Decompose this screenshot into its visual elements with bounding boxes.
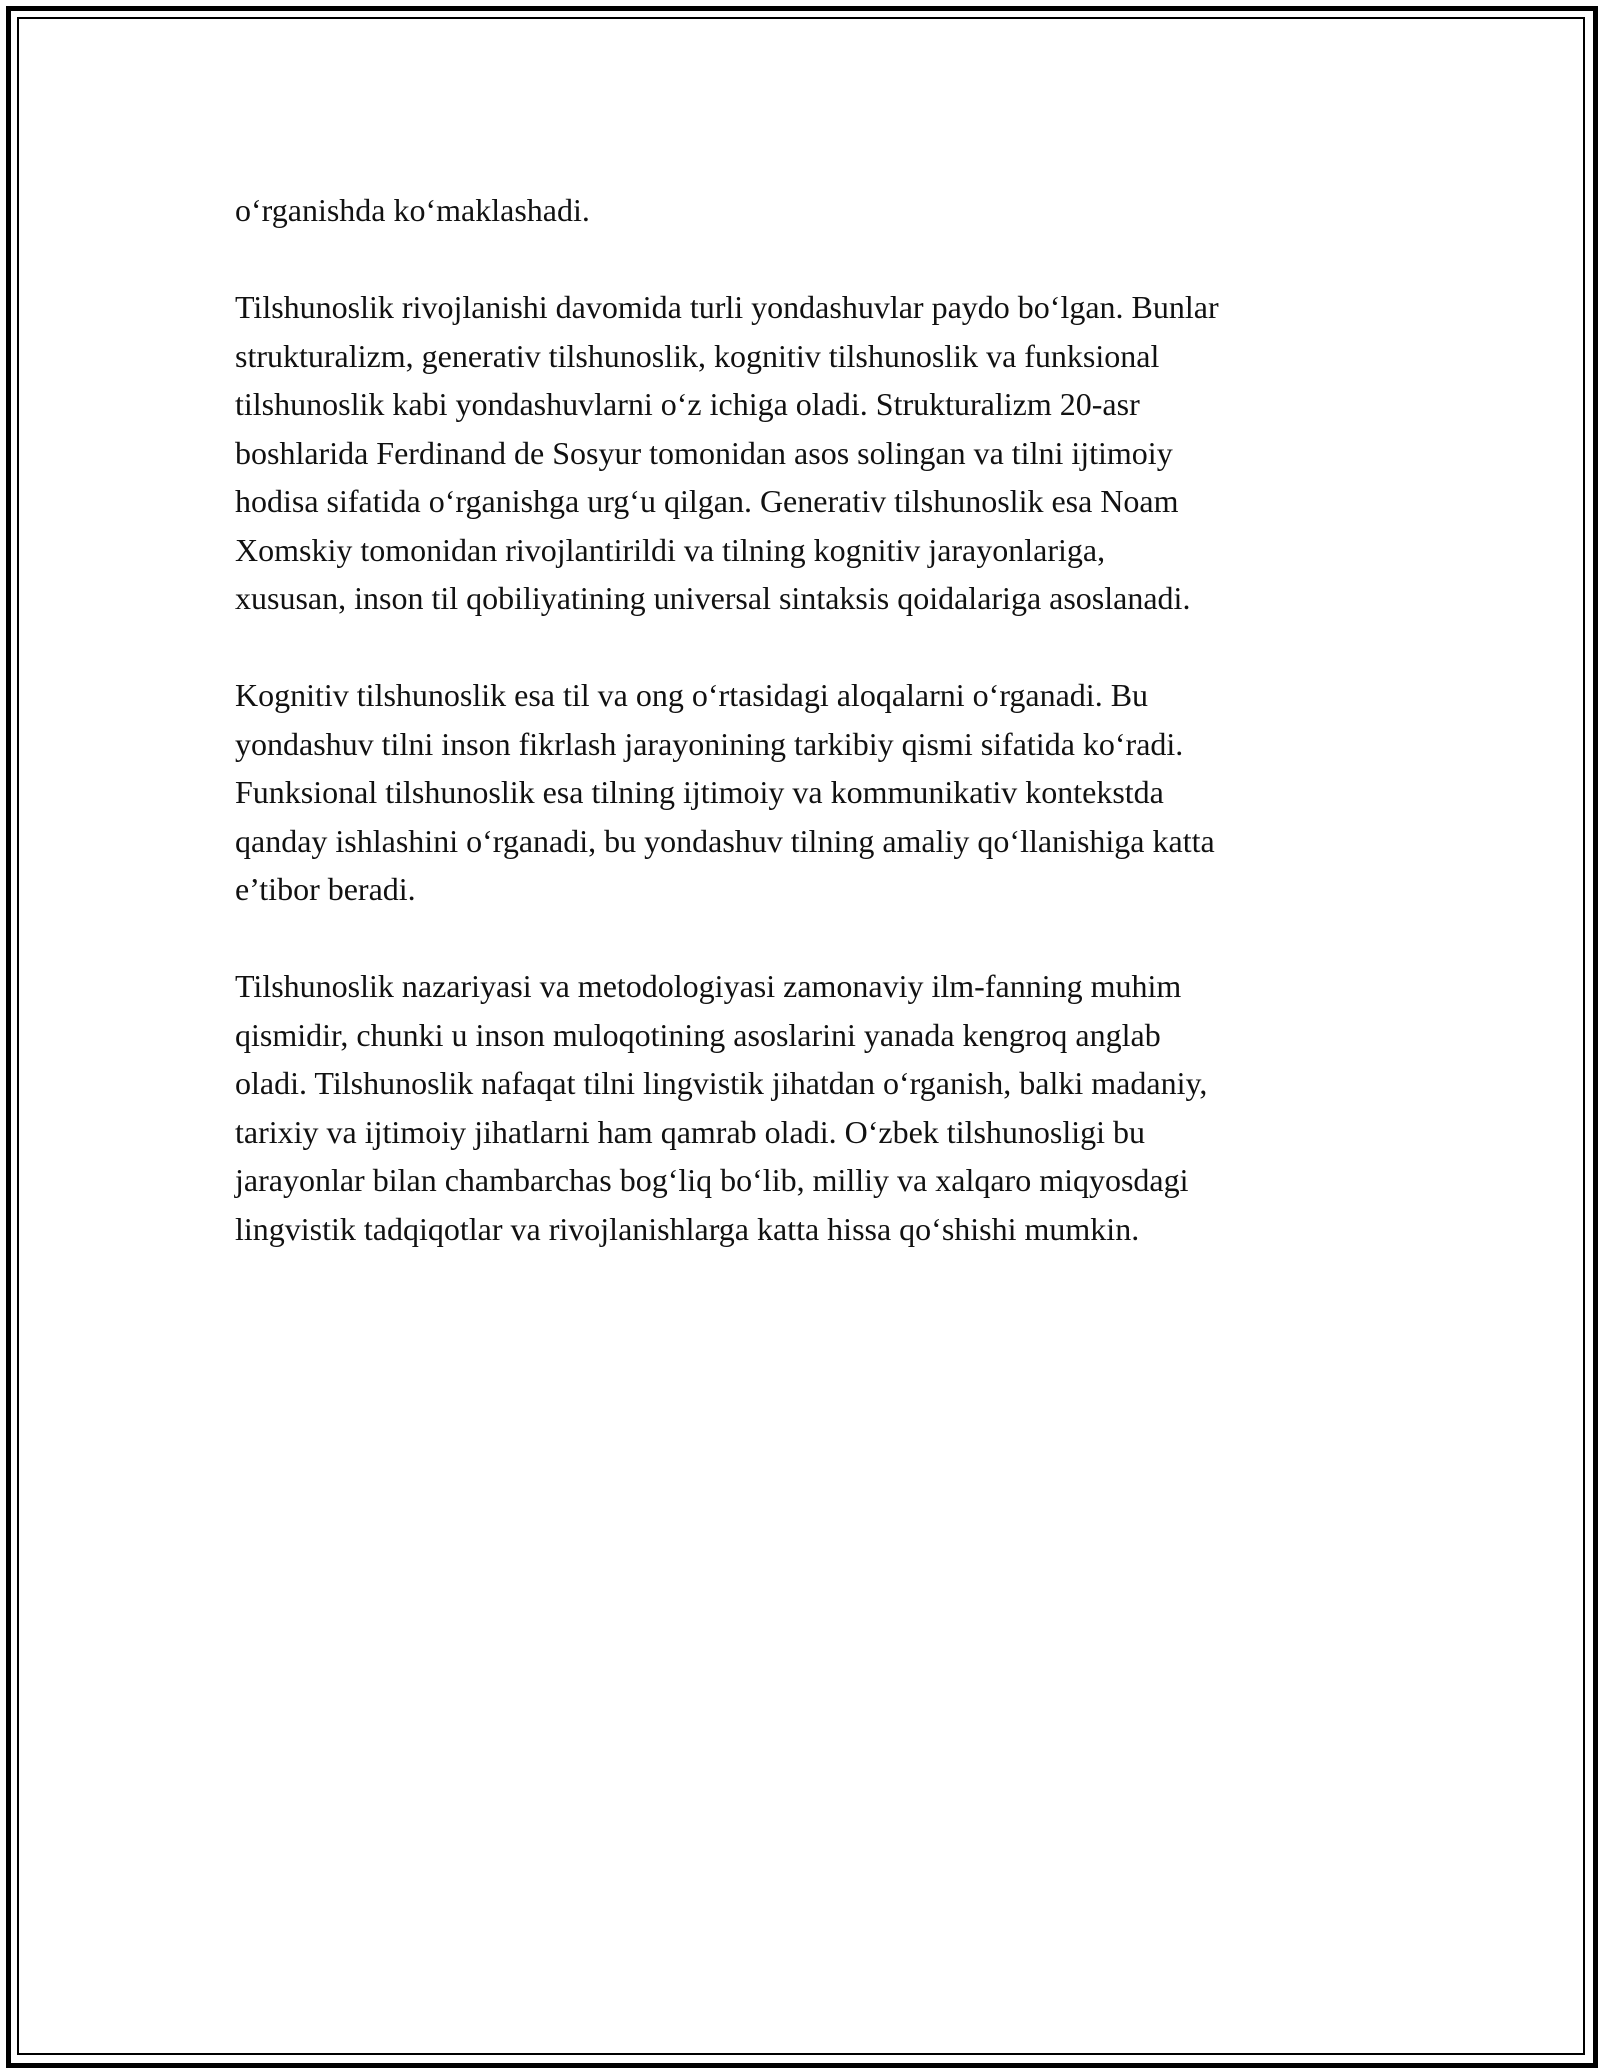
paragraph-2: Tilshunoslik rivojlanishi davomida turli yondashuvlar paydo bo‘lgan. Bunlar strukturalizm, generativ tilshunoslik, kognitiv tilshunoslik va funksional tilshunoslik kabi yondashuvlarni o‘z ichiga oladi. Strukturalizm 20-asr boshlarida Ferdinand de Sosyur tomonidan asos solingan va tilni ijtimoiy hodisa sifatida o‘rganishga urg‘u qilgan. Generativ tilshunoslik esa Noam Xomskiy tomonidan rivojlantirildi va tilning kognitiv jarayonlariga, xususan, inson til qobiliyatining universal sintaksis qoidalariga asoslanadi. — [235, 289, 1219, 616]
paragraph-1: o‘rganishda ko‘maklashadi. — [235, 192, 590, 228]
paragraph-4: Tilshunoslik nazariyasi va metodologiyasi zamonaviy ilm-fanning muhim qismidir, chunki u inson muloqotining asoslarini yanada kengroq anglab oladi. Tilshunoslik nafaqat tilni lingvistik jihatdan o‘rganish, balki madaniy, tarixiy va ijtimoiy jihatlarni ham qamrab oladi. O‘zbek tilshunosligi bu jarayonlar bilan chambarchas bog‘liq bo‘lib, milliy va xalqaro miqyosdagi lingvistik tadqiqotlar va rivojlanishlarga katta hissa qo‘shishi mumkin. — [235, 968, 1208, 1247]
document-body — [235, 186, 1385, 1302]
paragraph-3: Kognitiv tilshunoslik esa til va ong o‘rtasidagi aloqalarni o‘rganadi. Bu yondashuv tilni inson fikrlash jarayonining tarkibiy qismi sifatida ko‘radi. Funksional tilshunoslik esa tilning ijtimoiy va kommunikativ kontekstda qanday ishlashini o‘rganadi, bu yondashuv tilning amaliy qo‘llanishiga katta e’tibor beradi. — [235, 677, 1215, 907]
